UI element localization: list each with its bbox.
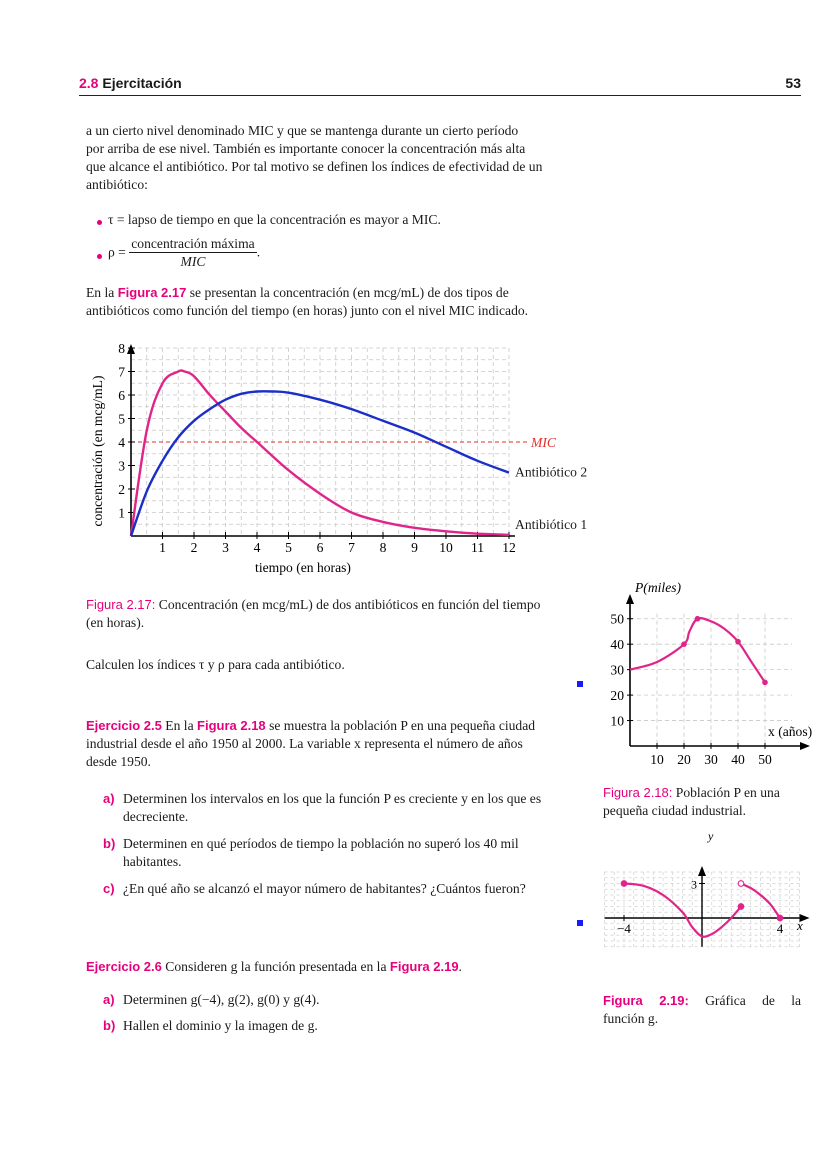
section-number: 2.8 <box>79 75 99 91</box>
exercise-item-a: a) Determinen los intervalos en los que la función P es creciente y en los que es decreciente. <box>103 791 542 824</box>
fig19-caption: Figura 2.19: Gráfica de la función g. <box>603 993 801 1026</box>
exercise-label: Ejercicio 2.5 <box>86 718 162 733</box>
x-tick-label: 3 <box>222 540 229 555</box>
closed-point <box>621 881 627 887</box>
x-tick-label: 10 <box>439 540 453 555</box>
section-title: Ejercitación <box>102 75 182 91</box>
fig18-x-axis-label: x (años) <box>768 724 813 739</box>
y-tick-label: 40 <box>610 637 624 653</box>
item-label: c) <box>103 881 115 896</box>
compute-instruction: Calculen los índices τ y ρ para cada antibiótico. <box>86 657 345 672</box>
mic-label: MIC <box>531 435 556 450</box>
fig19-chart <box>600 828 822 978</box>
x-axis-arrowhead <box>800 742 810 750</box>
bullet-rho: ρ = $\frac{\text{concentración máxima}}{\text{MIC}}$ . <box>108 236 261 269</box>
fig18-marked-points <box>681 616 768 685</box>
x-tick-label: 7 <box>348 540 355 555</box>
intro-line: antibiótico: <box>86 177 148 192</box>
data-point <box>762 680 768 686</box>
fig17-x-axis-label: tiempo (en horas) <box>255 560 351 575</box>
fig17-y-axis-label: concentración (en mcg/mL) <box>90 375 105 527</box>
fig18-chart <box>600 576 822 776</box>
fig17-caption: Figura 2.17: Concentración (en mcg/mL) de dos antibióticos en función del tiempo (en horas). <box>86 597 541 630</box>
fig19-y-axis-name: y <box>708 829 714 843</box>
section-heading <box>79 75 182 91</box>
x-tick-label: 2 <box>190 540 198 555</box>
exercise-2-6: Ejercicio 2.6 Consideren g la función presentada en la Figura 2.19. <box>86 959 462 974</box>
data-point <box>735 639 741 645</box>
x-tick-label: 11 <box>470 540 485 555</box>
fig17-intro <box>86 284 586 320</box>
x-tick-label: 9 <box>411 540 418 555</box>
fig19-x-axis-name: x <box>797 918 803 933</box>
page-number: 53 <box>785 75 801 91</box>
bullet-dot <box>97 220 102 225</box>
x-tick-label: −4 <box>617 921 631 936</box>
figure-reference-link[interactable]: Figura 2.17 <box>117 285 187 300</box>
x-tick-label: 1 <box>159 540 166 555</box>
population-curve <box>630 618 765 682</box>
y-tick-label: 30 <box>610 662 624 678</box>
y-tick-label: 8 <box>118 341 125 356</box>
exercise-label: Ejercicio 2.6 <box>86 959 162 974</box>
figure-reference-link[interactable]: Figura 2.19 <box>389 959 459 974</box>
item-label: b) <box>103 836 116 851</box>
rho-numerator: concentración máxima <box>131 236 255 251</box>
closed-point <box>738 904 744 910</box>
y-tick-label: 10 <box>610 713 624 729</box>
x-tick-label: 50 <box>758 752 772 767</box>
x-tick-label: 30 <box>704 752 718 767</box>
y-tick-label: 3 <box>118 458 125 474</box>
y-axis-arrowhead <box>626 594 634 604</box>
y-axis-arrowhead <box>127 344 135 354</box>
y-tick-label: 5 <box>118 411 125 427</box>
x-tick-label: 6 <box>316 540 324 555</box>
bullet-tau: τ = lapso de tiempo en que la concentración es mayor a MIC. <box>108 212 441 227</box>
intro-line: que alcance el antibiótico. Por tal motivo se definen los índices de efectividad de un <box>86 159 543 174</box>
series-2-label: Antibiótico 2 <box>515 464 588 480</box>
fig17-intro-line: antibióticos como función del tiempo (en horas) junto con el nivel MIC indicado. <box>86 303 529 318</box>
x-tick-label: 40 <box>731 752 745 767</box>
caption-label: Figura 2.18: <box>603 785 673 800</box>
series-1-label: Antibiótico 1 <box>515 516 588 532</box>
rho-denominator: MIC <box>180 254 206 269</box>
exercise-2-5: Ejercicio 2.5 En la Figura 2.18 se muestra la población P en una pequeña ciudad industrial desde el año 1950 al 2000. La variable x representa el número de años desde 1950. <box>86 718 536 769</box>
y-tick-label: 3 <box>691 877 697 892</box>
item-label: b) <box>103 1018 116 1033</box>
intro-paragraph <box>86 122 586 194</box>
x-tick-label: 8 <box>379 540 387 555</box>
y-axis-arrowhead <box>698 866 706 876</box>
x-tick-label: 5 <box>285 540 292 555</box>
y-tick-label: 7 <box>118 364 125 380</box>
x-tick-label: 20 <box>677 752 691 767</box>
fig18-ticks <box>610 612 772 767</box>
rho-prefix: ρ = <box>108 244 126 260</box>
fig18-y-axis-label: P(miles) <box>635 580 682 595</box>
x-tick-label: 12 <box>502 540 516 555</box>
item-label: a) <box>103 791 115 806</box>
closed-point <box>777 915 783 921</box>
open-point <box>738 881 744 887</box>
y-tick-label: 4 <box>118 435 125 450</box>
x-tick-label: 4 <box>253 540 261 555</box>
y-tick-label: 6 <box>118 388 125 403</box>
data-point <box>695 616 701 622</box>
running-header <box>79 75 801 96</box>
x-tick-label: 10 <box>650 752 664 767</box>
end-of-example-marker <box>577 681 583 687</box>
item-label: a) <box>103 992 115 1007</box>
y-tick-label: 1 <box>118 505 125 521</box>
intro-line: por arriba de ese nivel. También es importante conocer la concentración más alta <box>86 141 526 156</box>
figure-reference-link[interactable]: Figura 2.18 <box>197 718 266 733</box>
exercise-item-b: b) Determinen en qué períodos de tiempo la población no superó los 40 mil habitantes. <box>103 836 519 869</box>
exercise-item-a: a) Determinen g(−4), g(2), g(0) y g(4). <box>103 992 320 1007</box>
fig17-chart <box>86 336 606 581</box>
intro-line: a un cierto nivel denominado MIC y que se mantenga durante un cierto período <box>86 123 519 138</box>
x-tick-label: 4 <box>776 921 784 936</box>
rho-fraction <box>129 235 256 270</box>
y-tick-label: 2 <box>118 482 125 497</box>
fig17-intro-line: En la Figura 2.17 se presentan la concentración (en mcg/mL) de dos tipos de <box>86 285 509 300</box>
y-tick-label: 50 <box>610 611 624 627</box>
exercise-item-b: b) Hallen el dominio y la imagen de g. <box>103 1018 318 1033</box>
caption-label: Figura 2.19: <box>603 993 689 1008</box>
bullet-dot <box>97 254 102 259</box>
caption-label: Figura 2.17: <box>86 597 156 612</box>
exercise-item-c: c) ¿En qué año se alcanzó el mayor número de habitantes? ¿Cuántos fueron? <box>103 881 526 896</box>
y-tick-label: 20 <box>610 688 624 704</box>
data-point <box>681 641 687 647</box>
end-of-exercise-marker <box>577 920 583 926</box>
fig18-caption: Figura 2.18: Población P en una pequeña ciudad industrial. <box>603 785 780 818</box>
